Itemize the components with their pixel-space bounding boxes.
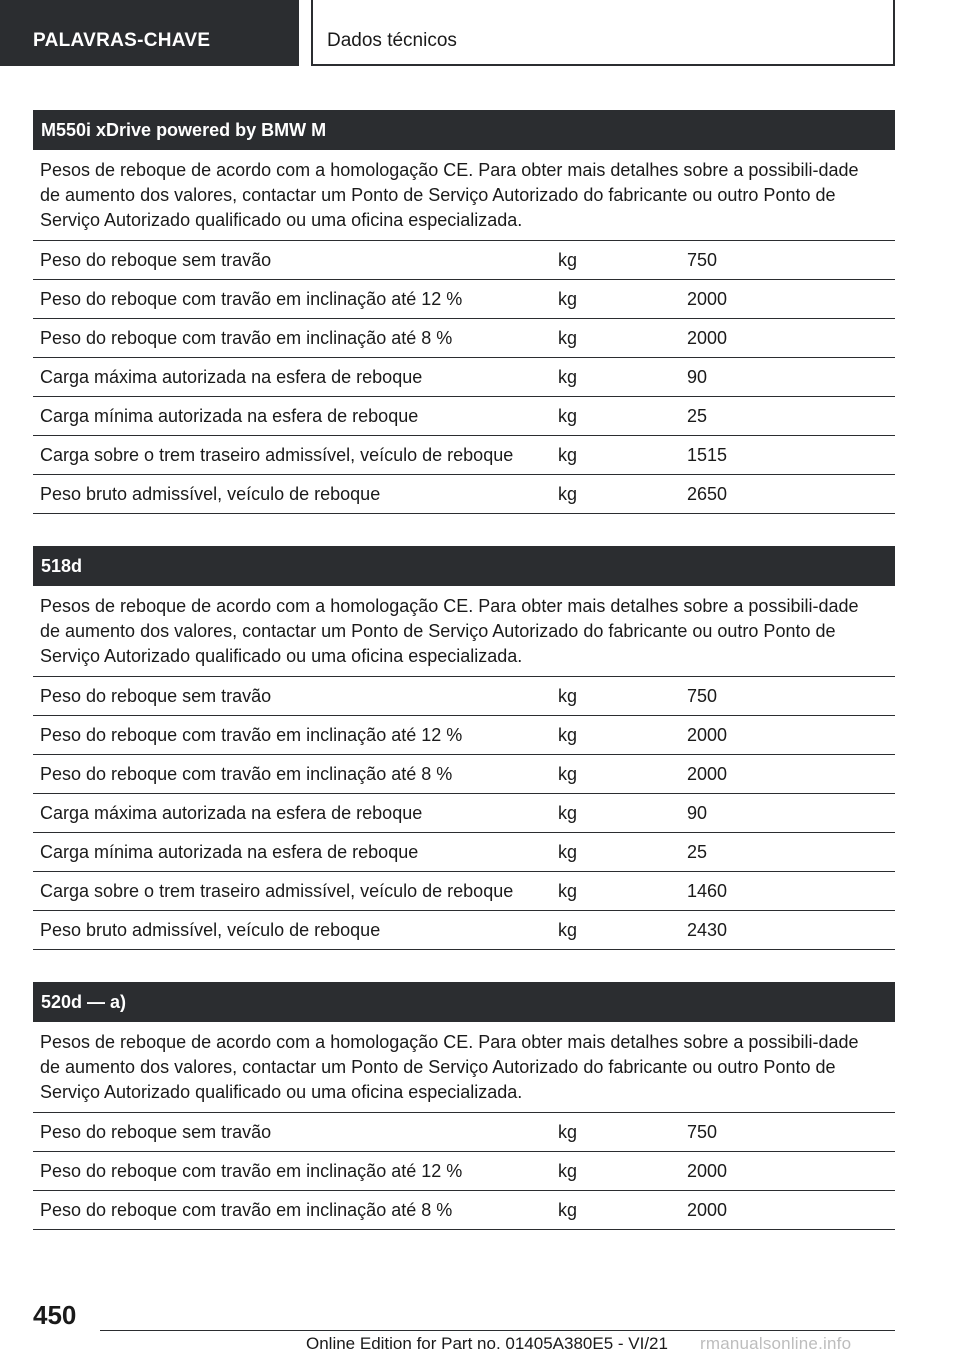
table-row (33, 1113, 895, 1152)
row-label: Peso do reboque com travão em inclinação até 12 % (40, 1160, 463, 1181)
row-unit: kg (558, 483, 578, 504)
row-unit: kg (558, 327, 578, 348)
chapter-title: Dados técnicos (311, 0, 895, 66)
table-row (33, 1152, 895, 1191)
row-value: 2000 (687, 1199, 728, 1220)
row-value: 2000 (687, 288, 728, 309)
watermark: rmanualsonline.info (700, 1334, 852, 1353)
page-number: 450 (33, 1300, 77, 1330)
row-label: Peso do reboque com travão em inclinação até 8 % (40, 327, 453, 348)
row-value: 750 (687, 685, 718, 706)
section-description: Pesos de reboque de acordo com a homologação CE. Para obter mais detalhes sobre a possibili-dade de aumento dos valores, contactar um Ponto de Serviço Autorizado do fabricante ou outro Ponto de Serviço Autorizado qualificado ou uma oficina especializada. (33, 586, 895, 677)
row-value: 25 (687, 405, 708, 426)
row-unit: kg (558, 880, 578, 901)
section-title: 518d (33, 546, 895, 586)
footer-divider (100, 1330, 895, 1331)
table-row (33, 358, 895, 397)
table-row (33, 397, 895, 436)
table-row (33, 475, 895, 514)
row-label: Carga sobre o trem traseiro admissível, veículo de reboque (40, 880, 514, 901)
row-label: Carga máxima autorizada na esfera de reboque (40, 366, 423, 387)
section-518d (33, 546, 895, 950)
row-unit: kg (558, 841, 578, 862)
row-label: Carga mínima autorizada na esfera de reboque (40, 841, 419, 862)
row-label: Peso bruto admissível, veículo de reboque (40, 483, 381, 504)
row-unit: kg (558, 763, 578, 784)
table-row (33, 677, 895, 716)
row-label: Peso do reboque sem travão (40, 685, 272, 706)
row-label: Peso do reboque sem travão (40, 1121, 272, 1142)
row-unit: kg (558, 444, 578, 465)
row-label: Peso do reboque sem travão (40, 249, 272, 270)
table-row (33, 833, 895, 872)
row-label: Peso do reboque com travão em inclinação até 12 % (40, 724, 463, 745)
table-row (33, 911, 895, 950)
table-row (33, 755, 895, 794)
row-label: Carga sobre o trem traseiro admissível, veículo de reboque (40, 444, 514, 465)
row-unit: kg (558, 919, 578, 940)
row-unit: kg (558, 685, 578, 706)
row-value: 2650 (687, 483, 728, 504)
row-value: 1515 (687, 444, 728, 465)
section-520d (33, 982, 895, 1230)
row-value: 750 (687, 249, 718, 270)
row-label: Peso do reboque com travão em inclinação até 8 % (40, 763, 453, 784)
row-label: Peso do reboque com travão em inclinação até 8 % (40, 1199, 453, 1220)
table-row (33, 319, 895, 358)
page-header (0, 0, 960, 66)
row-value: 750 (687, 1121, 718, 1142)
keywords-tab[interactable]: PALAVRAS-CHAVE (0, 0, 299, 66)
row-value: 90 (687, 802, 708, 823)
table-row (33, 436, 895, 475)
row-label: Carga mínima autorizada na esfera de reboque (40, 405, 419, 426)
table-row (33, 1191, 895, 1230)
row-unit: kg (558, 405, 578, 426)
row-unit: kg (558, 1121, 578, 1142)
table-row (33, 241, 895, 280)
row-unit: kg (558, 1199, 578, 1220)
row-value: 1460 (687, 880, 728, 901)
row-value: 2000 (687, 724, 728, 745)
row-value: 2000 (687, 327, 728, 348)
row-unit: kg (558, 249, 578, 270)
table-row (33, 872, 895, 911)
row-value: 2430 (687, 919, 728, 940)
edition-note: Online Edition for Part no. 01405A380E5 - VI/21 (306, 1334, 668, 1353)
row-unit: kg (558, 1160, 578, 1181)
section-m550i (33, 110, 895, 514)
row-unit: kg (558, 802, 578, 823)
table-row (33, 794, 895, 833)
row-label: Carga máxima autorizada na esfera de reboque (40, 802, 423, 823)
row-label: Peso do reboque com travão em inclinação até 12 % (40, 288, 463, 309)
row-unit: kg (558, 724, 578, 745)
row-value: 90 (687, 366, 708, 387)
row-value: 2000 (687, 763, 728, 784)
row-unit: kg (558, 288, 578, 309)
table-row (33, 716, 895, 755)
section-title: 520d — a) (33, 982, 895, 1022)
row-value: 2000 (687, 1160, 728, 1181)
row-label: Peso bruto admissível, veículo de reboque (40, 919, 381, 940)
section-title: M550i xDrive powered by BMW M (33, 110, 895, 150)
row-unit: kg (558, 366, 578, 387)
row-value: 25 (687, 841, 708, 862)
section-description: Pesos de reboque de acordo com a homologação CE. Para obter mais detalhes sobre a possibili-dade de aumento dos valores, contactar um Ponto de Serviço Autorizado do fabricante ou outro Ponto de Serviço Autorizado qualificado ou uma oficina especializada. (33, 150, 895, 241)
table-row (33, 280, 895, 319)
section-description: Pesos de reboque de acordo com a homologação CE. Para obter mais detalhes sobre a possibili-dade de aumento dos valores, contactar um Ponto de Serviço Autorizado do fabricante ou outro Ponto de Serviço Autorizado qualificado ou uma oficina especializada. (33, 1022, 895, 1113)
